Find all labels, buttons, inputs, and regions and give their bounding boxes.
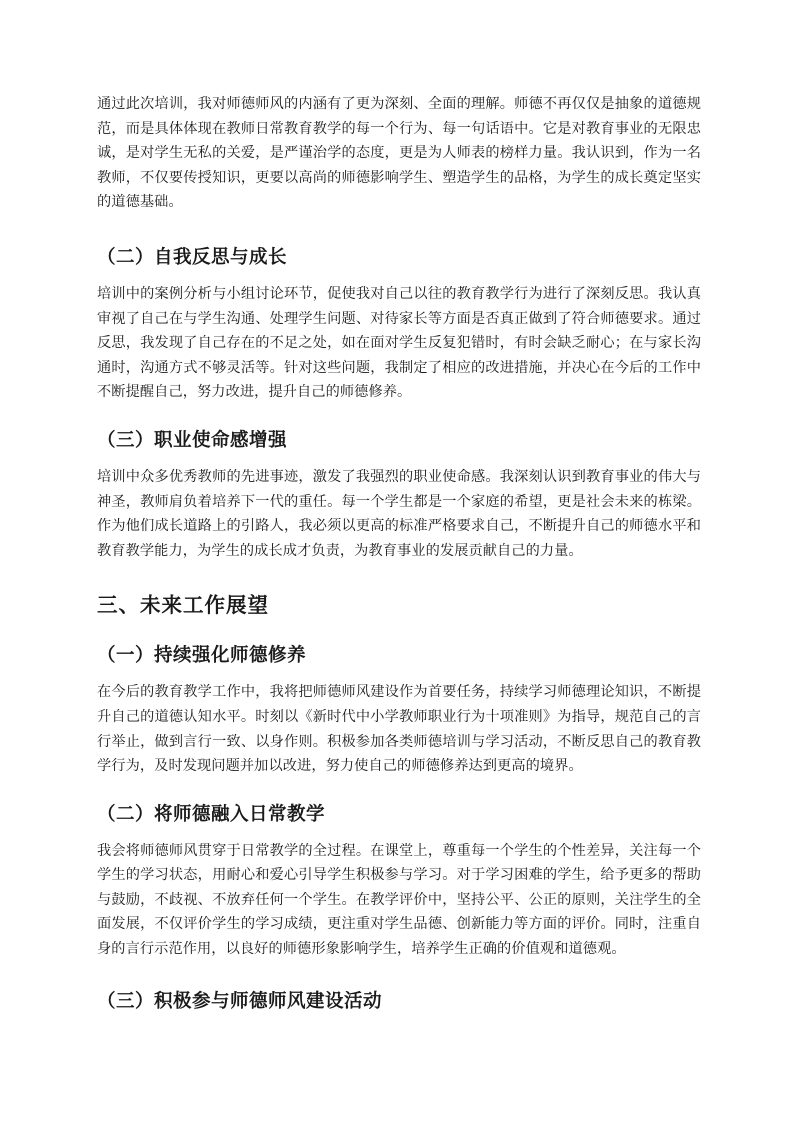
intro-paragraph: 通过此次培训，我对师德师风的内涵有了更为深刻、全面的理解。师德不再仅仅是抽象的道德规范，而是具体体现在教师日常教育教学的每一个行为、每一句话语中。它是对教育事业的无限忠诚，是对学生无私的关爱，是严谨治学的态度，更是为人师表的榜样力量。我认识到，作为一名教师，不仅要传授知识，更要以高尚的师德影响学生、塑造学生的品格，为学生的成长奠定坚实的道德基础。 bbox=[97, 96, 701, 211]
heading-outlook: 三、未来工作展望 bbox=[97, 593, 269, 618]
self-reflection-paragraph: 培训中的案例分析与小组讨论环节，促使我对自己以往的教育教学行为进行了深刻反思。我认真审视了自己在与学生沟通、处理学生问题、对待家长等方面是否真正做到了符合师德要求。通过反思，我发现了自己存在的不足之处，如在面对学生反复犯错时，有时会缺乏耐心；在与家长沟通时，沟通方式不够灵活等。针对这些问题，我制定了相应的改进措施，并决心在今后的工作中不断提醒自己，努力改进，提升自己的师德修养。 bbox=[97, 285, 701, 401]
heading-integrate: （二）将师德融入日常教学 bbox=[97, 803, 326, 825]
heading-self-reflection: （二）自我反思与成长 bbox=[97, 246, 288, 268]
heading-strengthen: （一）持续强化师德修养 bbox=[97, 645, 307, 667]
heading-mission: （三）职业使命感增强 bbox=[97, 429, 288, 451]
strengthen-paragraph: 在今后的教育教学工作中，我将把师德师风建设作为首要任务，持续学习师德理论知识，不断提升自己的道德认知水平。时刻以《新时代中小学教师职业行为十项准则》为指导，规范自己的言行举止，做到言行一致、以身作则。积极参加各类师德培训与学习活动，不断反思自己的教育教学行为，及时发现问题并加以改进，努力使自己的师德修养达到更高的境界。 bbox=[97, 684, 701, 775]
document-body bbox=[97, 92, 701, 1016]
heading-activities: （三）积极参与师德师风建设活动 bbox=[97, 990, 383, 1012]
integrate-paragraph: 我会将师德师风贯穿于日常教学的全过程。在课堂上，尊重每一个学生的个性差异，关注每一个学生的学习状态，用耐心和爱心引导学生积极参与学习。对于学习困难的学生，给予更多的帮助与鼓励，不歧视、不放弃任何一个学生。在教学评价中，坚持公平、公正的原则，关注学生的全面发展，不仅评价学生的学习成绩，更注重对学生品德、创新能力等方面的评价。同时，注重自身的言行示范作用，以良好的师德形象影响学生，培养学生正确的价值观和道德观。 bbox=[97, 842, 701, 958]
mission-paragraph: 培训中众多优秀教师的先进事迹，激发了我强烈的职业使命感。我深刻认识到教育事业的伟大与神圣，教师肩负着培养下一代的重任。每一个学生都是一个家庭的希望，更是社会未来的栋梁。作为他们成长道路上的引路人，我必须以更高的标准严格要求自己，不断提升自己的师德水平和教育教学能力，为学生的成长成才负责，为教育事业的发展贡献自己的力量。 bbox=[97, 468, 701, 559]
